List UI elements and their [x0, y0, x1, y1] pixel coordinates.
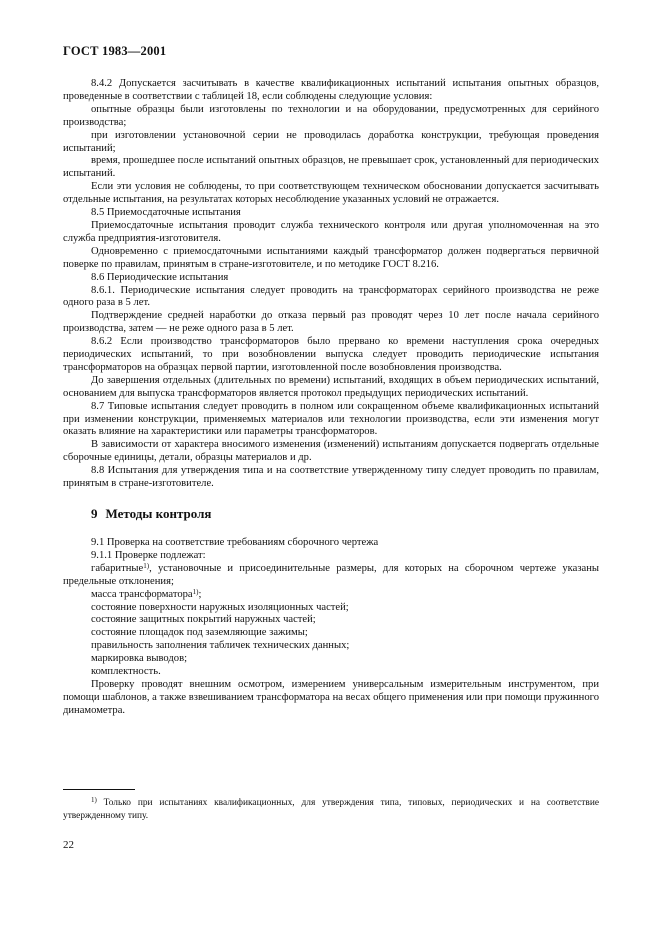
paragraph: Приемосдаточные испытания проводит служба технического контроля или другая уполномоченная на это служба предприятия-изготовителя.: [63, 219, 599, 244]
list-item: габаритные$^{1)}$, установочные и присоединительные размеры, для которых на сборочном чертеже указаны предельные отклонения;: [63, 561, 599, 587]
footnote: [63, 797, 599, 823]
footnote-divider: [63, 789, 135, 790]
paragraph: при изготовлении установочной серии не проводилась доработка конструкции, требующая проведения испытаний;: [63, 129, 599, 154]
paragraph: До завершения отдельных (длительных по времени) испытаний, входящих в объем периодических испытаний, основанием для выпуска трансформаторов является протокол предыдущих периодических испытаний.: [63, 374, 599, 399]
paragraph: 8.4.2 Допускается засчитывать в качестве квалификационных испытаний испытания опытных образцов, проведенные в соответствии с таблицей 18, если соблюдены следующие условия:: [63, 78, 599, 102]
paragraph: 9.1.1 Проверке подлежат:: [91, 549, 206, 561]
footnote-ref: 1): [192, 587, 199, 596]
list-item: состояние защитных покрытий наружных частей;: [91, 614, 316, 626]
subsection-title: 8.5 Приемосдаточные испытания: [91, 207, 241, 219]
paragraph: опытные образцы были изготовлены по технологии и на оборудовании, предусмотренных для серийного производства;: [63, 103, 599, 128]
paragraph: Проверку проводят внешним осмотром, измерением универсальным измерительным инструментом, при помощи шаблонов, а также взвешиванием трансформатора на весах общего применения или при помощи пружинного динамометра.: [63, 678, 599, 716]
footnote-text: Только при испытаниях квалификационных, для утверждения типа, типовых, периодических и на соответствие утвержденному типу.: [63, 798, 599, 821]
paragraph: 8.6.1. Периодические испытания следует проводить на трансформаторах серийного производства не реже одного раза в 5 лет.: [63, 284, 599, 309]
footnote-marker: 1): [91, 796, 97, 804]
list-item: состояние поверхности наружных изоляционных частей;: [91, 601, 349, 613]
paragraph: Одновременно с приемосдаточными испытаниями каждый трансформатор должен подвергаться первичной поверке по правилам, принятым в стране-изготовителе, и по методике ГОСТ 8.216.: [63, 245, 599, 270]
document-header: ГОСТ 1983—2001: [63, 44, 167, 58]
section-heading: [63, 506, 599, 522]
paragraph: 8.7 Типовые испытания следует проводить в полном или сокращенном объеме квалификационных испытаний при изменении конструкции, применяемых материалов или технологии производства, если эти изменения могут оказать влияние на характеристики или параметры трансформаторов.: [63, 400, 599, 438]
paragraph: время, прошедшее после испытаний опытных образцов, не превышает срок, установленный для периодических испытаний.: [63, 155, 599, 180]
paragraph: Если эти условия не соблюдены, то при соответствующем техническом обосновании допускается засчитывать отдельные испытания, на результатах которых несоблюдение указанных условий не отражается.: [63, 181, 599, 206]
list-item: маркировка выводов;: [91, 653, 188, 665]
section-title: Методы контроля: [105, 506, 212, 521]
page-body: [63, 78, 599, 718]
paragraph: 8.8 Испытания для утверждения типа и на соответствие утвержденному типу следует проводить по правилам, принятым в стране-изготовителе.: [63, 465, 599, 490]
paragraph: Подтверждение средней наработки до отказа первый раз проводят через 10 лет после начала серийного производства, затем — не реже одного раза в 5 лет.: [63, 310, 599, 335]
footnote-ref: 1): [143, 561, 150, 570]
list-item: масса трансформатора$^{1)}$;: [91, 587, 202, 600]
page-number: 22: [63, 839, 74, 851]
section-number: 9: [91, 506, 98, 521]
list-item: комплектность.: [91, 666, 161, 678]
list-item: состояние площадок под заземляющие зажимы;: [91, 627, 308, 639]
list-item: правильность заполнения табличек технических данных;: [91, 640, 350, 652]
paragraph: В зависимости от характера вносимого изменения (изменений) испытаниям допускается подвергать отдельные сборочные единицы, детали, образцы материалов и др.: [63, 439, 599, 464]
subsection-title: 8.6 Периодические испытания: [91, 271, 229, 283]
subsection-title: 9.1 Проверка на соответствие требованиям сборочного чертежа: [91, 537, 379, 548]
paragraph: 8.6.2 Если производство трансформаторов было прервано ко времени наступления срока очередных периодических испытаний, то при возобновлении выпуска следует проводить периодические испытания трансформаторов на образцах первой партии, изготовленной после возобновления производства.: [63, 336, 599, 373]
